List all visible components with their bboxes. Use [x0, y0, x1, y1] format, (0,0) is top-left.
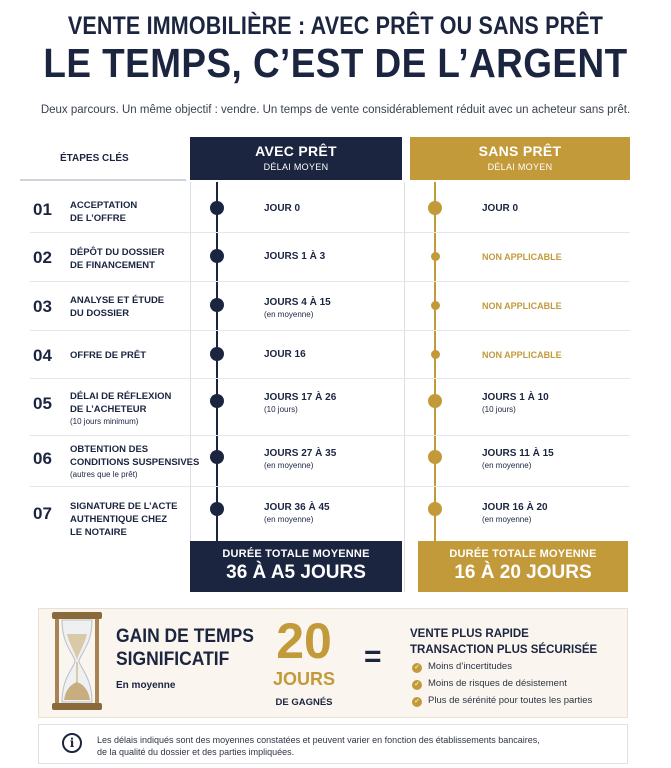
step-label-line: CONDITIONS SUSPENSIVES [70, 457, 200, 468]
column-header-sans-pret [410, 137, 630, 180]
days-gained-suffix: DE GAGNÉS [275, 697, 333, 708]
benefit-item [412, 678, 567, 690]
gain-title-line: GAIN DE TEMPS [116, 626, 254, 647]
timeline-dot-avec [210, 394, 224, 408]
step-note: (10 jours minimum) [70, 417, 139, 426]
row-divider [30, 281, 630, 282]
delay-note: (en moyenne) [482, 515, 532, 524]
delay-value: JOURS 1 À 10 [482, 392, 549, 403]
delay-value: JOUR 16 À 20 [482, 502, 548, 513]
step-number: 06 [33, 449, 52, 468]
timeline-dot-sans [431, 301, 440, 310]
delay-note: (en moyenne) [482, 461, 532, 470]
delay-sans [482, 502, 548, 525]
step-label [70, 349, 146, 362]
timeline-dot-sans [431, 252, 440, 261]
timeline-avec [216, 182, 218, 542]
total-label-avec: DURÉE TOTALE MOYENNE [222, 548, 370, 560]
total-value-avec: 36 À A5 JOURS [226, 562, 366, 583]
gain-subtitle: En moyenne [116, 680, 176, 691]
timeline-dot-sans [428, 450, 442, 464]
total-label-sans: DURÉE TOTALE MOYENNE [449, 548, 597, 560]
timeline-dot-avec [210, 298, 224, 312]
timeline-dot-avec [210, 502, 224, 516]
check-icon: ✓ [412, 663, 422, 673]
steps-heading-divider [20, 179, 186, 181]
step-label [70, 294, 164, 320]
step-label-line: DE FINANCEMENT [70, 260, 155, 271]
step-label-line: DÉPÔT DU DOSSIER [70, 247, 165, 258]
step-label-line: ACCEPTATION [70, 200, 138, 211]
delay-avec: JOUR 0 [264, 203, 301, 214]
delay-note: (en moyenne) [264, 310, 314, 319]
delay-avec [264, 392, 336, 415]
steps-heading: ÉTAPES CLÉS [60, 153, 129, 164]
delay-sans [482, 448, 554, 471]
disclaimer-line: Les délais indiqués sont des moyennes constatées et peuvent varier en fonction des établissements bancaires, [97, 735, 540, 745]
step-label-line: DÉLAI DE RÉFLEXION [70, 391, 172, 402]
timeline-dot-avec [210, 201, 224, 215]
benefit-item-label: Plus de sérénité pour toutes les parties [428, 695, 593, 706]
row-divider [30, 232, 630, 233]
check-icon: ✓ [412, 697, 422, 707]
benefit-item-label: Moins d’incertitudes [428, 661, 512, 672]
step-label-line: LE NOTAIRE [70, 527, 127, 538]
timeline-dot-avec [210, 450, 224, 464]
total-duration-avec [190, 541, 402, 592]
step-note: (autres que le prêt) [70, 470, 138, 479]
step-number: 01 [33, 200, 52, 219]
step-label-line: OFFRE DE PRÊT [70, 350, 147, 361]
timeline-sans [434, 182, 436, 542]
step-label [70, 246, 165, 272]
delay-note: (en moyenne) [264, 461, 314, 470]
gain-title-line: SIGNIFICATIF [116, 649, 230, 670]
delay-sans-not-applicable: NON APPLICABLE [482, 252, 562, 262]
row-divider [30, 435, 630, 436]
timeline-dot-sans [428, 502, 442, 516]
step-label-line: ANALYSE ET ÉTUDE [70, 295, 165, 306]
step-label-line: SIGNATURE DE L’ACTE [70, 501, 178, 512]
delay-note: (en moyenne) [264, 515, 314, 524]
delay-sans [482, 392, 549, 415]
equals-sign: = [364, 640, 382, 673]
delay-note: (10 jours) [482, 405, 516, 414]
step-label-line: AUTHENTIQUE CHEZ [70, 514, 168, 525]
benefit-item [412, 695, 592, 707]
delay-avec: JOURS 1 À 3 [264, 251, 326, 262]
column-separator [190, 182, 191, 592]
delay-value: JOUR 36 À 45 [264, 502, 330, 513]
delay-sans-not-applicable: NON APPLICABLE [482, 301, 562, 311]
step-number: 03 [33, 297, 52, 316]
disclaimer-line: de la qualité du dossier et des parties impliquées. [97, 747, 295, 757]
column-title-avec: AVEC PRÊT [255, 143, 337, 159]
row-divider [30, 378, 630, 379]
timeline-dot-avec [210, 347, 224, 361]
step-number: 02 [33, 248, 52, 267]
delay-value: JOURS 17 À 26 [264, 392, 337, 403]
disclaimer-text [97, 734, 597, 758]
page-title-line1: VENTE IMMOBILIÈRE : AVEC PRÊT OU SANS PRÊT [67, 12, 604, 40]
gain-title [116, 625, 254, 671]
timeline-dot-sans [428, 394, 442, 408]
total-duration-sans [418, 541, 628, 592]
row-divider [30, 330, 630, 331]
delay-sans-not-applicable: NON APPLICABLE [482, 350, 562, 360]
total-value-sans: 16 À 20 JOURS [454, 562, 592, 583]
benefit-headline-line: TRANSACTION PLUS SÉCURISÉE [410, 644, 598, 656]
step-label-line: OBTENTION DES [70, 444, 149, 455]
delay-avec [264, 448, 336, 471]
delay-avec [264, 502, 330, 525]
column-separator [404, 182, 405, 592]
step-label [70, 500, 178, 539]
benefit-item-label: Moins de risques de désistement [428, 678, 567, 689]
delay-note: (10 jours) [264, 405, 298, 414]
step-label-line: DU DOSSIER [70, 308, 130, 319]
delay-avec: JOUR 16 [264, 349, 306, 360]
hourglass-icon [48, 610, 106, 712]
delay-value: JOURS 27 À 35 [264, 448, 337, 459]
delay-value: JOURS 11 À 15 [482, 448, 554, 459]
days-gained-number: 20 [276, 613, 332, 669]
delay-value: JOURS 4 À 15 [264, 297, 331, 308]
benefit-headline [410, 626, 597, 658]
delay-avec [264, 297, 331, 320]
step-label-line: DE L’ACHETEUR [70, 404, 147, 415]
timeline-dot-avec [210, 249, 224, 263]
row-divider [30, 486, 630, 487]
step-label [70, 199, 137, 225]
benefit-item [412, 661, 512, 673]
step-number: 04 [33, 346, 52, 365]
column-title-sans: SANS PRÊT [478, 143, 562, 159]
info-icon: i [62, 733, 82, 753]
delay-sans: JOUR 0 [482, 203, 519, 214]
days-gained-unit: JOURS [272, 669, 335, 689]
step-number: 07 [33, 504, 52, 523]
step-label [70, 390, 171, 427]
column-subtitle-sans: DÉLAI MOYEN [487, 162, 553, 172]
check-icon: ✓ [412, 680, 422, 690]
column-header-avec-pret [190, 137, 402, 180]
step-label [70, 443, 199, 480]
page-title-line2: LE TEMPS, C’EST DE L’ARGENT [43, 40, 628, 86]
benefit-headline-line: VENTE PLUS RAPIDE [410, 628, 529, 640]
column-subtitle-avec: DÉLAI MOYEN [263, 162, 329, 172]
step-label-line: DE L’OFFRE [70, 213, 126, 224]
timeline-dot-sans [431, 350, 440, 359]
timeline-dot-sans [428, 201, 442, 215]
step-number: 05 [33, 394, 52, 413]
page-subtitle: Deux parcours. Un même objectif : vendre. Un temps de vente considérablement réduit avec un acheteur sans prêt. [40, 104, 631, 116]
